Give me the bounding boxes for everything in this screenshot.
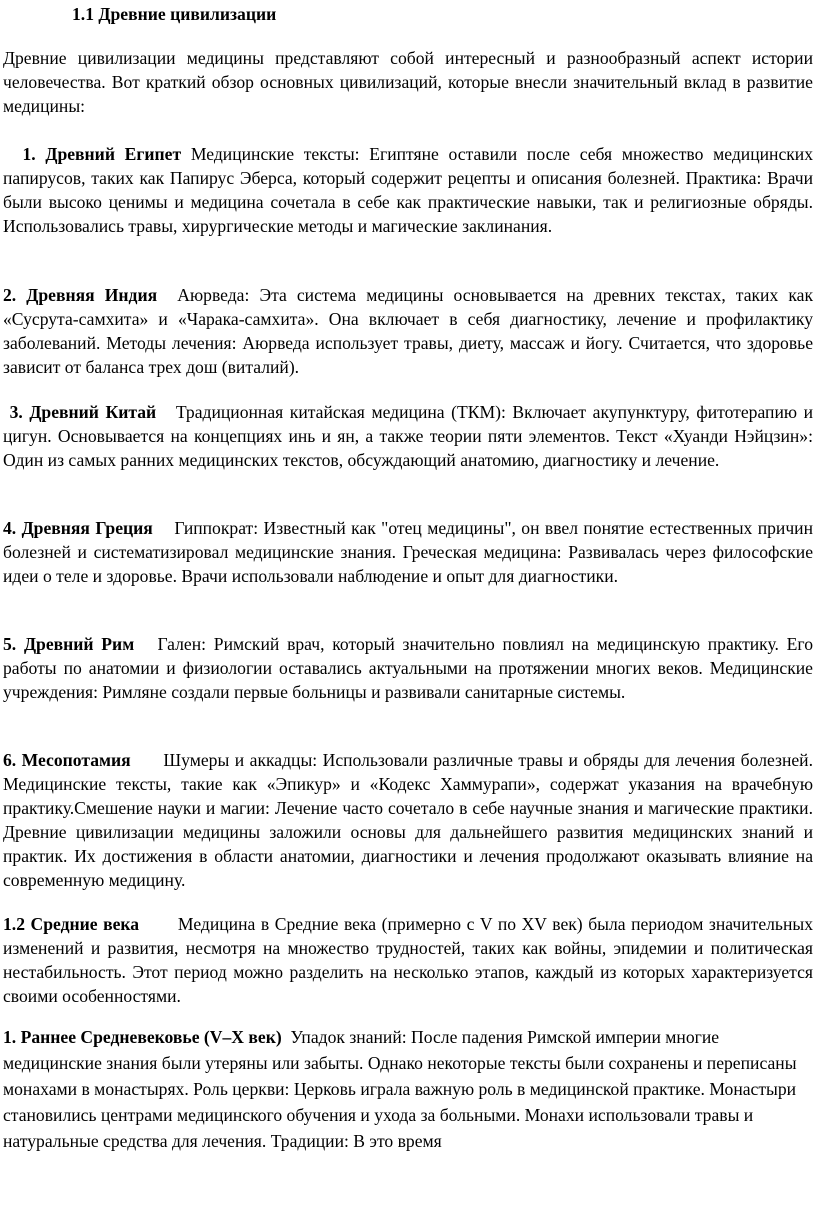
greece-title: 4. Древняя Греция <box>3 518 153 538</box>
early-medieval-paragraph <box>3 1024 813 1154</box>
early-medieval-title: 1. Раннее Средневековье (V–X век) <box>3 1027 282 1047</box>
china-paragraph <box>3 400 813 472</box>
india-text: Аюрведа: Эта система медицины основывается на древних текстах, таких как «Сусрута-самхита» и «Чарака-самхита». Она включает в себя диагностику, лечение и профилактику заболеваний. Методы лечения: Аюрведа использует травы, диету, массаж и йогу. Считается, что здоровье зависит от баланса трех дош (виталий). <box>3 285 813 377</box>
india-title: 2. Древняя Индия <box>3 285 158 305</box>
section-heading: 1.1 Древние цивилизации <box>72 4 277 24</box>
egypt-paragraph <box>3 142 813 238</box>
middle-ages-paragraph <box>3 912 813 1008</box>
middle-ages-text: Медицина в Средние века (примерно с V по XV век) была периодом значительных изменений и развития, несмотря на множество трудностей, таких как войны, эпидемии и политическая нестабильность. Этот период можно разделить на несколько этапов, каждый из которых характеризуется своими особенностями. <box>3 914 813 1006</box>
rome-title: 5. Древний Рим <box>3 634 135 654</box>
rome-text: Гален: Римский врач, который значительно повлиял на медицинскую практику. Его работы по анатомии и физиологии оставались актуальными на протяжении многих веков. Медицинские учреждения: Римляне создали первые больницы и развивали санитарные системы. <box>3 634 813 702</box>
egypt-text: Медицинские тексты: Египтяне оставили после себя множество медицинских папирусов, таких как Папирус Эберса, который содержит рецепты и описания болезней. Практика: Врачи были высоко ценимы и медицина сочетала в себе как практические навыки, так и религиозные обряды. Использовались травы, хирургические методы и магические заклинания. <box>3 144 814 236</box>
early-medieval-text: Упадок знаний: После падения Римской империи многие медицинские знания были утеряны или забыты. Однако некоторые тексты были сохранены и переписаны монахами в монастырях. Роль церкви: Церковь играла важную роль в медицинской практике. Монастыри становились центрами медицинского обучения и ухода за больными. Монахи использовали травы и натуральные средства для лечения. Традиции: В это время <box>3 1027 797 1151</box>
rome-paragraph <box>3 632 813 704</box>
greece-paragraph <box>3 516 813 588</box>
mesopotamia-title: 6. Месопотамия <box>3 750 131 770</box>
mesopotamia-paragraph <box>3 748 813 892</box>
china-title: 3. Древний Китай <box>9 402 157 422</box>
middle-ages-title: 1.2 Средние века <box>3 914 140 934</box>
egypt-title: 1. Древний Египет <box>22 144 182 164</box>
india-paragraph <box>3 283 813 379</box>
china-text: Традиционная китайская медицина (ТКМ): Включает акупунктуру, фитотерапию и цигун. Основывается на концепциях инь и ян, а также теории пяти элементов. Текст «Хуанди Нэйцзин»: Один из самых ранних медицинских текстов, обсуждающий анатомию, диагностику и лечение. <box>3 402 813 470</box>
mesopotamia-text: Шумеры и аккадцы: Использовали различные травы и обряды для лечения болезней. Медицинские тексты, такие как «Эпикур» и «Кодекс Хаммурапи», содержат указания на врачебную практику.Смешение науки и магии: Лечение часто сочетало в себе научные знания и магические практики. Древние цивилизации медицины заложили основы для дальнейшего развития медицинских знаний и практик. Их достижения в области анатомии, диагностики и лечения продолжают оказывать влияние на современную медицину. <box>3 750 813 890</box>
intro-paragraph: Древние цивилизации медицины представляют собой интересный и разнообразный аспект истории человечества. Вот краткий обзор основных цивилизаций, которые внесли значительный вклад в развитие медицины: <box>3 48 813 116</box>
greece-text: Гиппократ: Известный как "отец медицины", он ввел понятие естественных причин болезней и систематизировал медицинские знания. Греческая медицина: Развивалась через философские идеи о теле и здоровье. Врачи использовали наблюдение и опыт для диагностики. <box>3 518 814 586</box>
